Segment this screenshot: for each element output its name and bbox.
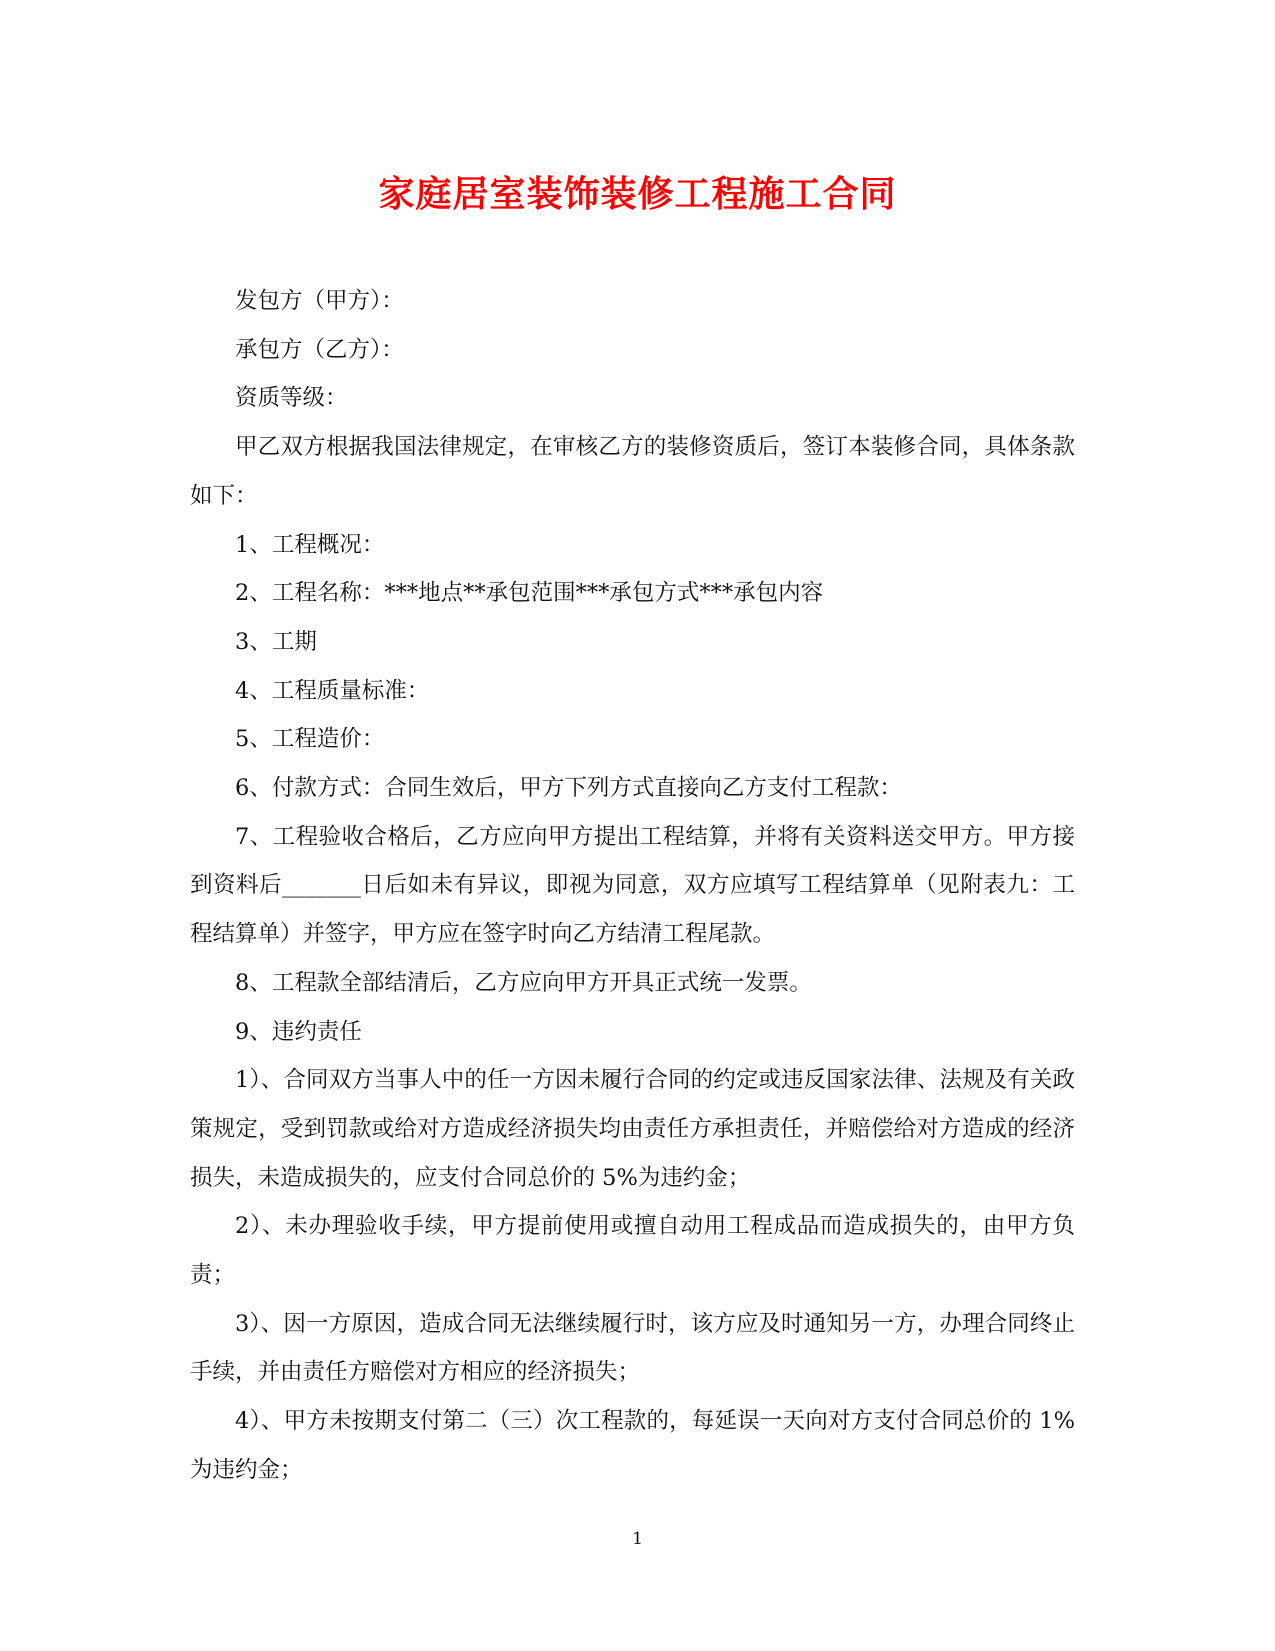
clause-5: 5、工程造价：	[235, 726, 385, 753]
party-b-line: 承包方（乙方）：	[235, 336, 404, 363]
clause-2: 2、工程名称：***地点**承包范围***承包方式***承包内容	[235, 580, 824, 607]
qualification-line: 资质等级：	[235, 385, 348, 412]
clause-7: 7、工程验收合格后，乙方应向甲方提出工程结算，并将有关资料送交甲方。甲方接到资料后_______日后如未有异议，即视为同意，双方应填写工程结算单（见附表九：工程结算单）并签字，甲方应在签字时向乙方结清工程尾款。	[190, 823, 1075, 948]
liability-item-2: 2）、未办理验收手续，甲方提前使用或擅自动用工程成品而造成损失的，由甲方负责；	[190, 1213, 1075, 1289]
liability-item-1: 1）、合同双方当事人中的任一方因未履行合同的约定或违反国家法律、法规及有关政策规定，受到罚款或给对方造成经济损失均由责任方承担责任，并赔偿给对方造成的经济损失，未造成损失的，应支付合同总价的 5%为违约金；	[190, 1067, 1075, 1191]
intro-paragraph: 甲乙双方根据我国法律规定，在审核乙方的装修资质后，签订本装修合同，具体条款如下：	[190, 434, 1075, 509]
clause-4: 4、工程质量标准：	[235, 677, 430, 704]
page-number: 1	[632, 1529, 643, 1549]
liability-item-4: 4）、甲方未按期支付第二（三）次工程款的，每延误一天向对方支付合同总价的 1%为违约金；	[190, 1408, 1075, 1483]
liability-item-3: 3）、因一方原因，造成合同无法继续履行时，该方应及时通知另一方，办理合同终止手续，并由责任方赔偿对方相应的经济损失；	[190, 1310, 1075, 1386]
clause-9: 9、违约责任	[235, 1018, 362, 1045]
party-a-line: 发包方（甲方）：	[235, 288, 404, 314]
document-body	[190, 277, 1075, 1495]
clause-8: 8、工程款全部结清后，乙方应向甲方开具正式统一发票。	[235, 969, 812, 996]
document-title: 家庭居室装饰装修工程施工合同	[378, 173, 897, 215]
clause-1: 1、工程概况：	[235, 531, 385, 558]
clause-6: 6、付款方式：合同生效后，甲方下列方式直接向乙方支付工程款：	[235, 775, 902, 802]
clause-3: 3、工期	[235, 628, 317, 655]
